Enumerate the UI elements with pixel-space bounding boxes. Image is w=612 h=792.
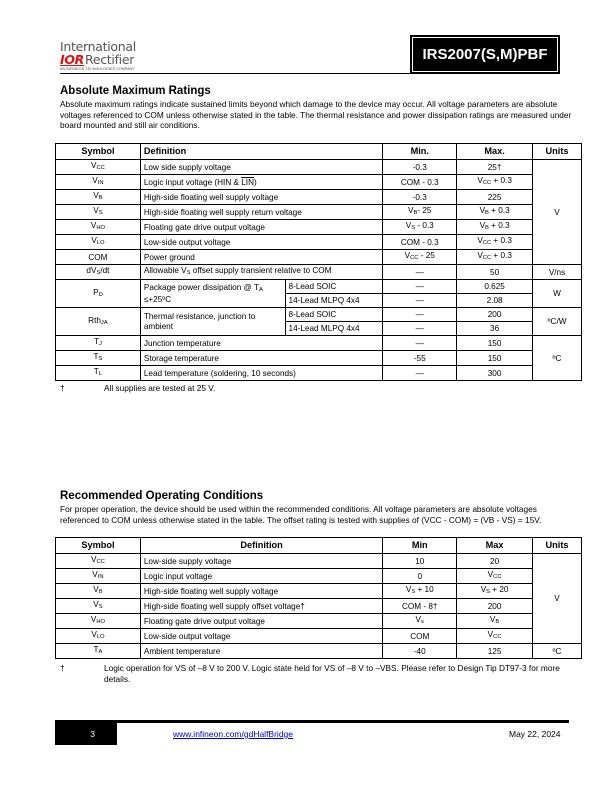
footer-rule: [55, 720, 569, 723]
col-definition: Definition: [140, 538, 382, 554]
part-number: IRS2007(S,M)PBF: [422, 46, 548, 63]
rec-op-table: [55, 537, 582, 659]
definition-cell: High-side floating well supply return voltage: [140, 205, 382, 220]
definition-cell: Power ground: [140, 250, 382, 265]
col-units: Units: [533, 144, 582, 160]
abs-max-table: [55, 143, 582, 381]
max-cell: 225: [457, 190, 533, 205]
package-cell: 14-Lead MLPQ 4x4: [285, 322, 383, 336]
min-cell: —: [383, 336, 457, 351]
abs-max-note-mark: †: [60, 383, 65, 393]
min-cell: -40: [383, 644, 457, 659]
min-cell: COM - 0.3: [383, 235, 457, 250]
definition-cell: Junction temperature: [140, 336, 382, 351]
ior-logo-icon: IOR: [60, 52, 85, 67]
definition-cell: Logic input voltage (HIN & $\overline{LIN}$): [140, 175, 382, 190]
units-cell: V: [533, 160, 582, 265]
max-cell: $V_{CC} + 0.3$: [457, 235, 533, 250]
max-cell: $V_{CC} + 0.3$: [457, 175, 533, 190]
definition-cell: Floating gate drive output voltage: [140, 614, 382, 629]
min-cell: COM: [383, 629, 457, 644]
symbol-cell: $T_S$: [56, 351, 141, 366]
logo-rectifier: Rectifier: [85, 52, 135, 67]
symbol-cell: $V_{CC}$: [56, 554, 141, 569]
min-cell: $V_S - 0.3$: [383, 220, 457, 235]
symbol-cell: $V_{HO}$: [56, 614, 141, 629]
units-cell: V: [533, 554, 582, 644]
abs-max-intro: Absolute maximum ratings indicate sustained limits beyond which damage to the device may occur. All voltage parameters are absolute voltages referenced to COM unless otherwise stated in the table. The thermal resistance and power dissipation ratings are measured under board mounted and still air conditions.: [60, 99, 572, 131]
symbol-cell: $T_J$: [56, 336, 141, 351]
symbol-cell: $V_{LO}$: [56, 235, 141, 250]
max-cell: 125: [457, 644, 533, 659]
table-row: [56, 235, 582, 250]
definition-cell: Low-side output voltage: [140, 235, 382, 250]
col-symbol: Symbol: [56, 144, 141, 160]
symbol-cell: $V_{HO}$: [56, 220, 141, 235]
abs-max-title: Absolute Maximum Ratings: [60, 85, 211, 97]
min-cell: —: [383, 294, 457, 308]
symbol-cell: $dV_S/dt$: [56, 265, 141, 280]
symbol-cell: $T_L$: [56, 366, 141, 381]
rec-op-intro: For proper operation, the device should be used within the recommended conditions. All voltage parameters are absolute voltages referenced to COM unless otherwise stated in the table. The offset rating is tested with supplies of (VCC - COM) = (VB - VS) = 15V.: [60, 504, 542, 525]
symbol-cell: $V_B$: [56, 584, 141, 599]
definition-cell: High-side floating well supply voltage: [140, 190, 382, 205]
table-row: [56, 629, 582, 644]
logo-tagline: AN INFINEON TECHNOLOGIES COMPANY: [60, 67, 135, 71]
col-definition: Definition: [140, 144, 382, 160]
col-units: Units: [533, 538, 582, 554]
symbol-cell: $T_A$: [56, 644, 141, 659]
definition-cell: High-side floating well supply voltage: [140, 584, 382, 599]
table-row: [56, 250, 582, 265]
table-row: [56, 644, 582, 659]
min-cell: $V_{CC} - 25$: [383, 250, 457, 265]
part-number-box: [410, 35, 560, 74]
package-cell: 8-Lead SOIC: [285, 280, 383, 294]
min-cell: —: [383, 280, 457, 294]
definition-cell: Floating gate drive output voltage: [140, 220, 382, 235]
min-cell: —: [383, 265, 457, 280]
table-row: [56, 584, 582, 599]
abs-max-note: All supplies are tested at 25 V.: [104, 383, 216, 393]
min-cell: -0.3: [383, 160, 457, 175]
table-row: [56, 614, 582, 629]
max-cell: 200: [457, 599, 533, 614]
min-cell: $V_S + 10$: [383, 584, 457, 599]
max-cell: 150: [457, 351, 533, 366]
definition-cell: Allowable $V_S$ offset supply transient relative to COM: [140, 265, 382, 280]
col-min: Min.: [383, 144, 457, 160]
rec-op-title: Recommended Operating Conditions: [60, 490, 264, 502]
definition-cell: Thermal resistance, junction to ambient: [140, 308, 285, 336]
symbol-cell: $V_S$: [56, 205, 141, 220]
table-header-row: [56, 538, 582, 554]
max-cell: 20: [457, 554, 533, 569]
table-row: [56, 599, 582, 614]
max-cell: $V_B + 0.3$: [457, 205, 533, 220]
table-row: [56, 366, 582, 381]
table-row: [56, 351, 582, 366]
page-number-box: [55, 723, 117, 745]
max-cell: 2.08: [457, 294, 533, 308]
min-cell: -55: [383, 351, 457, 366]
definition-cell: Ambient temperature: [140, 644, 382, 659]
symbol-cell: Rth$_{JA}$: [56, 308, 141, 336]
min-cell: $V_B-$ 25: [383, 205, 457, 220]
symbol-cell: $P_D$: [56, 280, 141, 308]
col-symbol: Symbol: [56, 538, 141, 554]
table-row: [56, 175, 582, 190]
symbol-cell: $V_B$: [56, 190, 141, 205]
table-row: [56, 205, 582, 220]
table-row: [56, 220, 582, 235]
symbol-cell: COM: [56, 250, 141, 265]
max-cell: $V_S + 20$: [457, 584, 533, 599]
symbol-cell: $V_{CC}$: [56, 160, 141, 175]
table-row: [56, 569, 582, 584]
logo-line1: International: [60, 39, 136, 54]
max-cell: $V_{CC}$: [457, 569, 533, 584]
max-cell: 0.625: [457, 280, 533, 294]
table-row: [56, 308, 582, 322]
definition-cell: Storage temperature: [140, 351, 382, 366]
table-row: [56, 160, 582, 175]
min-cell: 10: [383, 554, 457, 569]
footer-date: May 22, 2024: [509, 729, 561, 739]
definition-cell: High-side floating well supply offset voltage†: [140, 599, 382, 614]
definition-cell: Low side supply voltage: [140, 160, 382, 175]
min-cell: -0.3: [383, 190, 457, 205]
table-row: [56, 554, 582, 569]
rec-op-note: Logic operation for VS of –8 V to 200 V. Logic state held for VS of –8 V to –VBS. Please refer to Design Tip DT97-3 for more details.: [104, 663, 560, 684]
units-cell: ºC: [533, 336, 582, 381]
units-cell: ºC: [533, 644, 582, 659]
definition-cell: Low-side output voltage: [140, 629, 382, 644]
logo-line2: [60, 52, 134, 67]
min-cell: COM - 0.3: [383, 175, 457, 190]
rec-op-note-mark: †: [60, 663, 65, 673]
max-cell: $V_B$: [457, 614, 533, 629]
col-max: Max: [457, 538, 533, 554]
max-cell: $V_{CC} + 0.3$: [457, 250, 533, 265]
min-cell: —: [383, 308, 457, 322]
max-cell: 200: [457, 308, 533, 322]
table-header-row: [56, 144, 582, 160]
page-number: 3: [90, 729, 95, 739]
definition-cell: Low-side supply voltage: [140, 554, 382, 569]
symbol-cell: $V_{IN}$: [56, 175, 141, 190]
symbol-cell: $V_S$: [56, 599, 141, 614]
units-cell: V/ns: [533, 265, 582, 280]
package-cell: 14-Lead MLPQ 4x4: [285, 294, 383, 308]
max-cell: 300: [457, 366, 533, 381]
definition-cell: Lead temperature (soldering, 10 seconds): [140, 366, 382, 381]
definition-cell: Logic input voltage: [140, 569, 382, 584]
max-cell: $V_{CC}$: [457, 629, 533, 644]
table-row: [56, 280, 582, 294]
symbol-cell: $V_{LO}$: [56, 629, 141, 644]
min-cell: —: [383, 366, 457, 381]
footer-link[interactable]: www.infineon.com/gdHalfBridge: [173, 729, 294, 739]
min-cell: 0: [383, 569, 457, 584]
table-row: [56, 336, 582, 351]
max-cell: 25†: [457, 160, 533, 175]
max-cell: $V_B + 0.3$: [457, 220, 533, 235]
min-cell: —: [383, 322, 457, 336]
col-min: Min: [383, 538, 457, 554]
units-cell: W: [533, 280, 582, 308]
units-cell: ºC/W: [533, 308, 582, 336]
max-cell: 36: [457, 322, 533, 336]
header-rule: [60, 73, 412, 74]
max-cell: 150: [457, 336, 533, 351]
symbol-cell: $V_{IN}$: [56, 569, 141, 584]
col-max: Max.: [457, 144, 533, 160]
min-cell: COM - 8†: [383, 599, 457, 614]
package-cell: 8-Lead SOIC: [285, 308, 383, 322]
table-row: [56, 265, 582, 280]
min-cell: $V_s$: [383, 614, 457, 629]
definition-cell: Package power dissipation @ $T_A$ ≤+25ºC: [140, 280, 285, 308]
max-cell: 50: [457, 265, 533, 280]
table-row: [56, 190, 582, 205]
